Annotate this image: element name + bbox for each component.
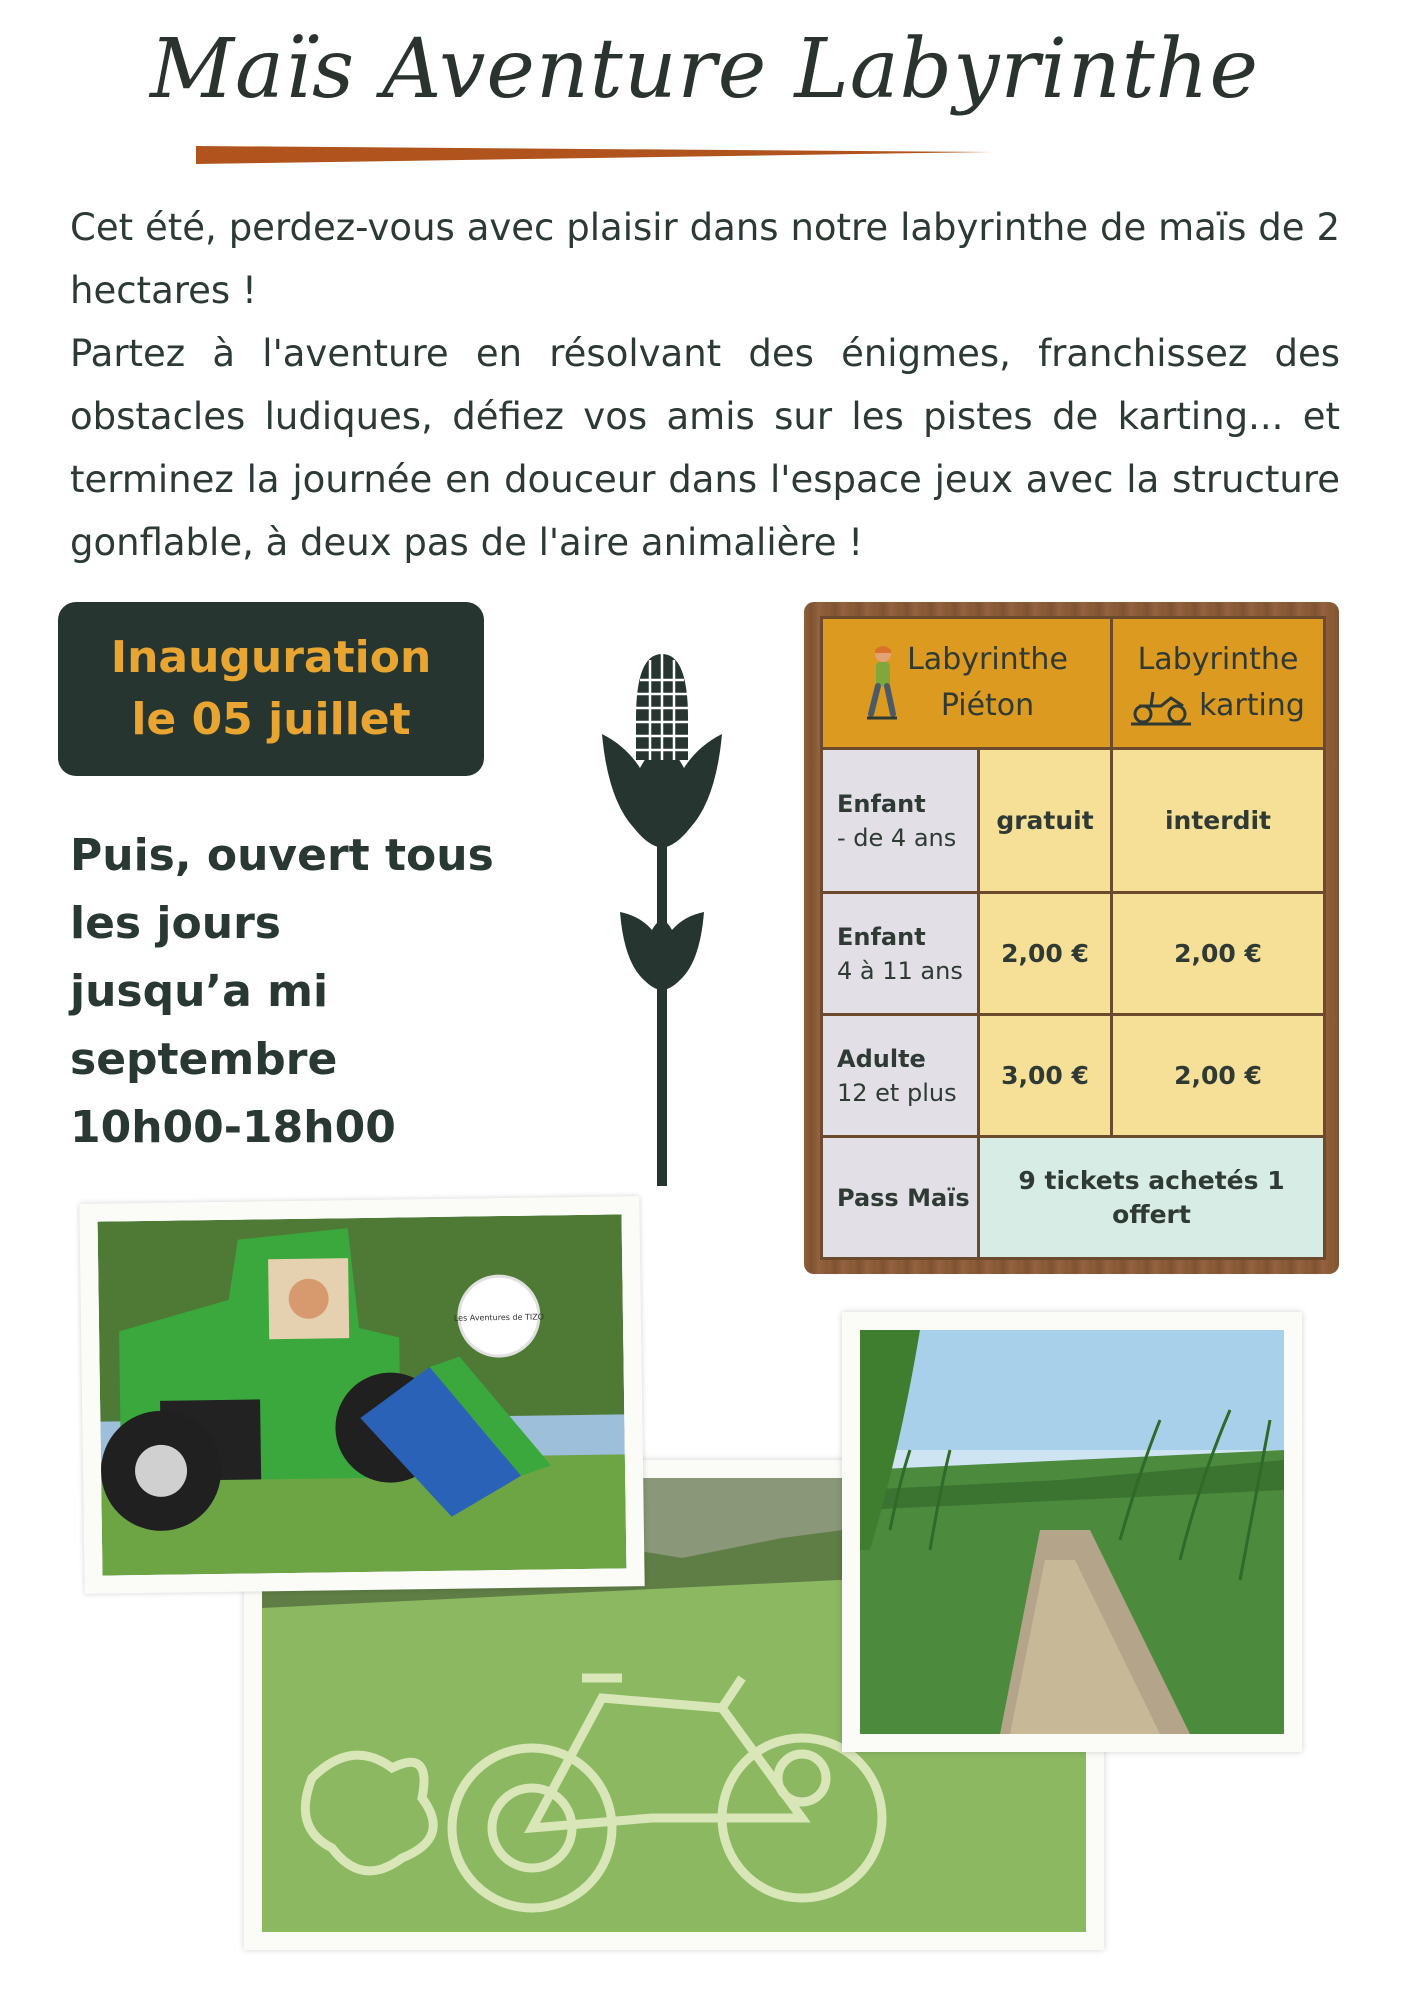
column-header-karting — [1112, 618, 1325, 749]
row-label-enfant-moins-4 — [822, 749, 979, 893]
price-karting-enfant-4-11: 2,00 € — [1112, 893, 1325, 1015]
row-label-main: Enfant — [837, 789, 926, 818]
hours-line-3: jusqu’a mi — [70, 966, 329, 1017]
intro-paragraph-1: Cet été, perdez-vous avec plaisir dans notre labyrinthe de maïs de 2 hectares ! — [70, 206, 1340, 312]
intro-text — [70, 196, 1340, 574]
inauguration-line-2: le 05 juillet — [131, 694, 411, 745]
row-label-enfant-4-11 — [822, 893, 979, 1015]
column-karting-line-2: karting — [1199, 688, 1305, 723]
row-label-sub: 4 à 11 ans — [837, 956, 963, 985]
column-pieton-line-2: Piéton — [940, 688, 1035, 723]
row-label-main: Adulte — [837, 1044, 926, 1073]
hours-line-4: septembre — [70, 1034, 338, 1085]
inauguration-badge — [58, 602, 484, 776]
row-label-sub: 12 et plus — [837, 1078, 957, 1107]
column-header-pieton — [822, 618, 1112, 749]
column-karting-line-1: Labyrinthe — [1137, 642, 1299, 677]
price-pieton-enfant-moins-4: gratuit — [979, 749, 1112, 893]
column-pieton-line-1: Labyrinthe — [907, 642, 1068, 677]
price-table-header-row — [822, 618, 1325, 749]
table-row — [822, 1137, 1325, 1259]
price-karting-adulte: 2,00 € — [1112, 1015, 1325, 1137]
row-label-main: Enfant — [837, 922, 926, 951]
bouncy-logo-text: Les Aventures de TIZO — [453, 1312, 545, 1323]
price-karting-enfant-moins-4: interdit — [1112, 749, 1325, 893]
photo-bouncy-castle — [79, 1196, 644, 1594]
kart-icon — [1131, 686, 1191, 726]
table-row — [822, 893, 1325, 1015]
opening-hours — [70, 822, 530, 1162]
photo-corn-field — [842, 1312, 1302, 1752]
price-pieton-enfant-4-11: 2,00 € — [979, 893, 1112, 1015]
hours-line-2: les jours — [70, 898, 281, 949]
price-board — [804, 602, 1339, 1274]
hours-line-5: 10h00-18h00 — [70, 1102, 396, 1153]
table-row — [822, 749, 1325, 893]
corn-icon — [600, 650, 724, 1190]
price-table — [820, 616, 1326, 1260]
row-label-adulte — [822, 1015, 979, 1137]
bouncy-castle-image — [98, 1214, 627, 1575]
table-row — [822, 1015, 1325, 1137]
pass-label: Pass Maïs — [837, 1183, 970, 1212]
price-pieton-adulte: 3,00 € — [979, 1015, 1112, 1137]
intro-paragraph-2: Partez à l'aventure en résolvant des énigmes, franchissez des obstacles ludiques, défiez vos amis sur les pistes de karting... et terminez la journée en douceur dans l'espace jeux avec la structure gonflable, à deux pas de l'aire animalière ! — [70, 332, 1340, 564]
row-label-pass-mais — [822, 1137, 979, 1259]
corn-field-image — [860, 1330, 1284, 1734]
page-title: Maïs Aventure Labyrinthe — [149, 22, 1260, 117]
hours-line-1: Puis, ouvert tous — [70, 830, 494, 881]
walker-icon — [865, 644, 899, 722]
pass-mais-value: 9 tickets achetés 1 offert — [979, 1137, 1325, 1259]
title-underline — [196, 142, 992, 166]
inauguration-line-1: Inauguration — [110, 632, 432, 683]
row-label-sub: - de 4 ans — [837, 823, 957, 852]
